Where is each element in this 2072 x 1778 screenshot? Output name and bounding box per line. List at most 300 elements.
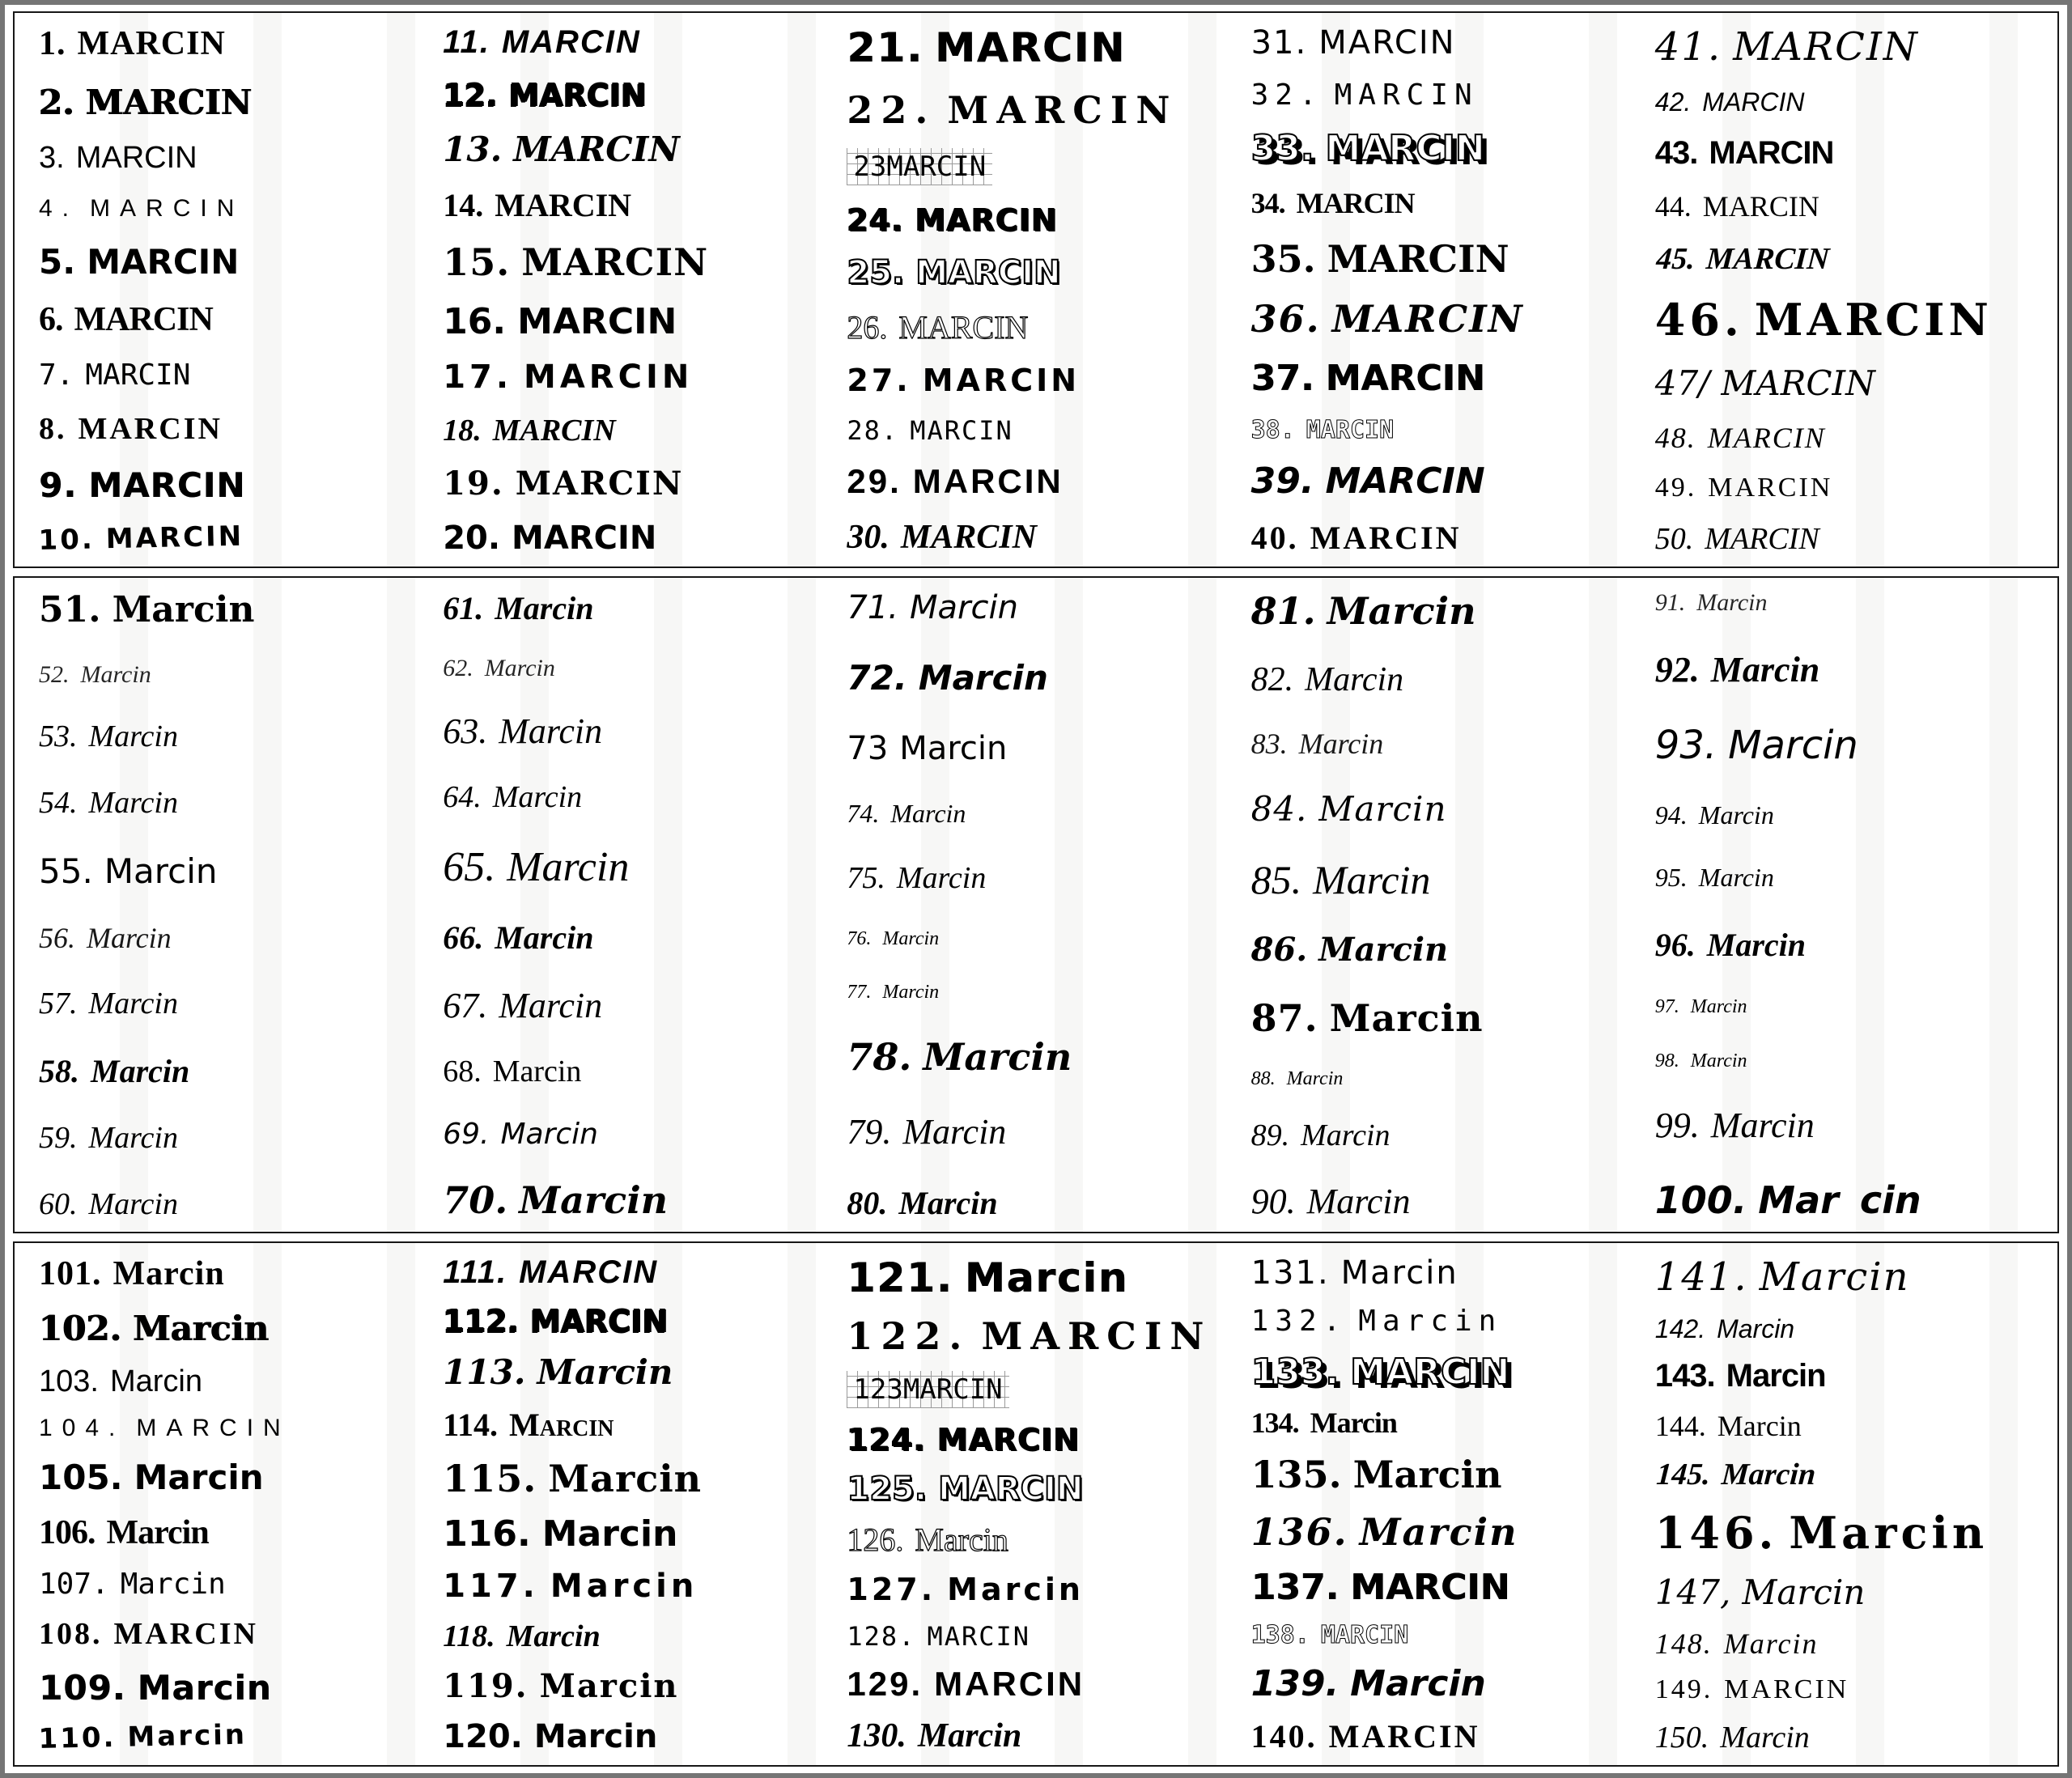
sample-number: 139. xyxy=(1250,1662,1340,1704)
font-column xyxy=(443,24,840,557)
font-sample xyxy=(847,658,1047,698)
sample-text: Marcin xyxy=(1313,856,1431,902)
font-sample xyxy=(847,518,1037,557)
sample-number: 26. xyxy=(847,308,888,346)
sample-number: 74. xyxy=(847,798,880,828)
font-sample xyxy=(847,1422,1080,1458)
sample-text: Marcin xyxy=(918,658,1048,698)
sample-number: 129. xyxy=(847,1664,923,1703)
font-sample xyxy=(1251,297,1524,341)
font-sample xyxy=(847,1521,1008,1559)
font-sample xyxy=(847,1314,1212,1358)
font-sample xyxy=(443,465,683,503)
panel-samples-51-100 xyxy=(13,576,2059,1233)
font-sample xyxy=(443,359,693,396)
sample-number: 123 xyxy=(853,1373,903,1407)
sample-number: 48. xyxy=(1654,422,1696,455)
sample-number: 17. xyxy=(443,359,513,397)
font-sample xyxy=(1655,521,1819,557)
sample-text: Marcin xyxy=(1286,1067,1344,1089)
sample-text: MARCIN xyxy=(1334,78,1479,112)
sample-text: Marcin xyxy=(902,1111,1007,1152)
sample-number: 32. xyxy=(1250,78,1323,112)
font-sample xyxy=(1251,1510,1518,1554)
sample-number: 98. xyxy=(1654,1050,1679,1071)
font-sample xyxy=(1655,1457,1817,1492)
font-column xyxy=(39,24,436,557)
sample-number: 141. xyxy=(1654,1254,1748,1300)
sample-text: Marcin xyxy=(88,719,178,754)
font-sample xyxy=(443,1352,673,1392)
font-sample xyxy=(1251,660,1404,699)
font-sample xyxy=(443,711,602,752)
sample-text: MARCIN xyxy=(1327,236,1509,281)
sample-text: MARCIN xyxy=(1331,297,1524,342)
font-sample xyxy=(1655,294,1993,346)
font-sample xyxy=(1251,1068,1344,1090)
sample-text: MARCIN xyxy=(87,241,240,282)
sample-text: Marcin xyxy=(1789,1506,1989,1559)
font-sample xyxy=(1251,460,1485,502)
sample-number: 29. xyxy=(847,462,902,501)
sample-text: Marcin xyxy=(1359,1509,1518,1554)
sample-text: MARCIN xyxy=(1320,1621,1409,1650)
sample-number: 52. xyxy=(39,660,70,688)
font-sample xyxy=(443,843,629,891)
sample-number: 73 xyxy=(847,729,889,767)
sample-text: Marcin xyxy=(882,927,940,949)
sample-text: Marcin xyxy=(947,1572,1084,1608)
sample-text: Marcin xyxy=(1717,1313,1795,1343)
font-sample xyxy=(1655,1507,1988,1559)
sample-text: Marcin xyxy=(519,1178,669,1222)
font-sample xyxy=(847,799,966,829)
sample-number: 118. xyxy=(443,1619,495,1653)
font-sample xyxy=(443,1568,698,1605)
sample-text: Marcin xyxy=(104,851,218,891)
sample-text: MARCIN xyxy=(934,1664,1085,1703)
sample-text: MARCIN xyxy=(947,87,1178,132)
font-sample xyxy=(39,661,151,689)
sample-number: 149. xyxy=(1654,1674,1713,1705)
font-sample xyxy=(1655,363,1875,403)
sample-text: MARCIN xyxy=(1296,186,1415,219)
sample-number: 54. xyxy=(39,785,78,820)
font-sample xyxy=(39,986,178,1021)
sample-number: 42. xyxy=(1654,87,1692,117)
sample-text: Marcin xyxy=(1717,1409,1802,1442)
sample-number: 7. xyxy=(39,358,74,392)
font-sample xyxy=(39,195,244,223)
sample-text: Marcin xyxy=(1698,800,1774,830)
font-sample xyxy=(39,1616,258,1652)
sample-text: Marcin xyxy=(882,981,940,1003)
sample-text: Marcin xyxy=(88,785,178,820)
sample-number: 134. xyxy=(1250,1406,1299,1439)
sample-number: 84. xyxy=(1250,788,1308,829)
font-sample xyxy=(1251,1453,1502,1496)
sample-text: Marcin xyxy=(1723,1627,1819,1660)
sample-text: Marcin xyxy=(890,798,966,828)
sample-number: 67. xyxy=(443,985,488,1025)
sample-text: Marcin xyxy=(113,1255,225,1292)
sample-text: Marcin xyxy=(539,1666,679,1705)
sample-text: Marcin xyxy=(112,589,255,630)
font-column xyxy=(39,1254,436,1755)
font-sample xyxy=(443,1178,668,1222)
font-sample xyxy=(847,202,1058,238)
sample-number: 105. xyxy=(39,1458,123,1498)
sample-number: 61. xyxy=(443,590,484,626)
font-sample xyxy=(38,1719,247,1755)
font-sample xyxy=(1251,1181,1411,1222)
sample-text: MARCIN xyxy=(937,1421,1081,1458)
font-sample xyxy=(1655,1720,1810,1755)
font-sample xyxy=(847,1716,1021,1755)
sample-number: 77. xyxy=(847,981,872,1003)
sample-text: MARCIN xyxy=(529,1304,669,1340)
sample-text: MARCIN xyxy=(517,300,677,342)
sample-text: Marcin xyxy=(88,986,178,1021)
sample-text: Marcin xyxy=(1327,589,1476,633)
font-sample xyxy=(39,785,178,821)
sample-text: Marcin xyxy=(1329,996,1484,1041)
sample-text: MARCIN xyxy=(495,186,632,223)
sample-text: Marcin xyxy=(1698,863,1774,893)
sample-number: 113. xyxy=(443,1352,526,1393)
sample-number: 62. xyxy=(443,655,473,682)
font-sample xyxy=(1251,1305,1503,1338)
font-sample xyxy=(1251,519,1462,557)
sample-number: 143. xyxy=(1654,1358,1715,1394)
sample-text: MARCIN xyxy=(1310,519,1462,556)
font-sample xyxy=(443,129,680,169)
sample-text: MARCIN xyxy=(88,465,246,506)
font-sample xyxy=(443,520,656,557)
font-sample xyxy=(443,589,593,627)
sample-text: MARCIN xyxy=(85,358,191,392)
sample-text: MARCIN xyxy=(981,1314,1212,1359)
sample-number: 22. xyxy=(847,87,936,132)
sample-number: 50. xyxy=(1654,521,1694,556)
font-sample xyxy=(1655,800,1774,830)
sample-text: Marcin xyxy=(1305,661,1404,699)
font-sample xyxy=(847,1572,1084,1607)
font-sample xyxy=(847,982,939,1004)
sample-text: MARCIN xyxy=(915,202,1059,238)
sample-number: 25. xyxy=(847,254,905,292)
sample-text: Marcin xyxy=(1728,723,1858,769)
sample-number: 35. xyxy=(1250,236,1316,281)
sample-text: Marcin xyxy=(1759,1254,1910,1300)
sample-text: MARCIN xyxy=(1709,134,1834,171)
font-sample xyxy=(1655,863,1774,893)
font-sample xyxy=(1655,87,1805,117)
font-sample xyxy=(443,24,641,61)
sample-number: 16. xyxy=(443,300,507,342)
font-sample xyxy=(1251,931,1449,969)
sample-text: MARCIN xyxy=(900,518,1037,556)
font-sample xyxy=(443,1513,677,1555)
sample-number: 121. xyxy=(847,1254,953,1301)
sample-number: 89. xyxy=(1250,1118,1290,1152)
sample-number: 21. xyxy=(847,24,923,71)
sample-number: 70. xyxy=(443,1178,508,1222)
sample-text: Marcin xyxy=(484,655,555,682)
font-sample xyxy=(39,1254,225,1293)
sample-text: Marcin xyxy=(917,1716,1022,1755)
sample-text: MARCIN xyxy=(1705,521,1819,556)
sample-number: 23 xyxy=(853,151,887,184)
sample-number: 127. xyxy=(847,1572,936,1608)
sample-text: Marcin xyxy=(80,660,151,688)
font-sample xyxy=(847,1111,1006,1152)
font-sample xyxy=(1251,1254,1458,1292)
font-sample xyxy=(443,1304,668,1339)
sample-text: MARCIN xyxy=(1705,241,1831,276)
sample-text: Marcin xyxy=(1720,1458,1817,1492)
sample-number: 79. xyxy=(847,1111,892,1152)
sample-number: 5. xyxy=(39,241,76,282)
sample-number: 137. xyxy=(1250,1566,1340,1608)
sample-number: 47/ xyxy=(1654,363,1710,404)
font-sample xyxy=(443,1718,657,1755)
font-sample xyxy=(1251,1567,1510,1608)
sample-number: 71. xyxy=(847,589,899,626)
sample-text: MARCIN xyxy=(90,194,244,222)
sample-text: MARCIN xyxy=(1328,1717,1480,1755)
font-sample xyxy=(39,1052,189,1090)
sample-text: Marcin xyxy=(915,1521,1008,1559)
sample-number: 51. xyxy=(39,589,101,630)
font-column xyxy=(39,589,436,1222)
sample-text: Marcin xyxy=(1690,995,1747,1017)
sample-number: 119. xyxy=(443,1666,529,1705)
sample-number: 88. xyxy=(1250,1067,1276,1089)
font-sample xyxy=(1655,1178,1921,1222)
sample-number: 109. xyxy=(39,1667,126,1708)
font-sample xyxy=(39,1186,178,1222)
sample-text: MARCIN xyxy=(1350,1566,1510,1608)
font-sample xyxy=(847,88,1178,132)
sample-text: MARCIN xyxy=(136,1414,291,1441)
sample-text: Marcin xyxy=(1726,1358,1826,1394)
font-sample xyxy=(39,300,213,339)
font-sample xyxy=(1251,996,1484,1040)
font-sample xyxy=(1251,79,1479,112)
sample-text: Marcin xyxy=(533,1717,658,1755)
sample-number: 136. xyxy=(1250,1509,1348,1554)
sample-number: 146. xyxy=(1654,1506,1778,1559)
sample-number: 145. xyxy=(1654,1458,1712,1492)
sample-number: 46. xyxy=(1654,294,1743,346)
font-sample xyxy=(39,465,245,505)
font-sample xyxy=(1251,727,1384,761)
sample-text: MARCIN xyxy=(1754,294,1993,346)
font-sample xyxy=(1655,24,1919,70)
sample-number: 68. xyxy=(443,1054,482,1089)
sample-number: 150. xyxy=(1654,1720,1709,1755)
font-sample xyxy=(39,589,254,630)
sample-text: MARCIN xyxy=(77,25,226,62)
sample-number: 122. xyxy=(847,1314,970,1359)
font-sample xyxy=(39,24,226,63)
sample-text: Marcin xyxy=(500,1117,598,1151)
sample-number: 92. xyxy=(1654,650,1700,690)
sample-number: 14. xyxy=(443,186,484,223)
panel-samples-101-150 xyxy=(13,1241,2059,1767)
sample-number: 72. xyxy=(847,658,907,698)
font-sample xyxy=(847,1184,997,1222)
sample-number: 125. xyxy=(847,1470,928,1508)
font-sample xyxy=(1655,996,1747,1018)
sample-number: 107. xyxy=(39,1567,109,1601)
font-sample xyxy=(1655,189,1819,223)
sample-number: 102. xyxy=(39,1309,122,1349)
font-column xyxy=(847,589,1244,1222)
sample-number: 24. xyxy=(847,202,904,238)
sample-number: 57. xyxy=(39,986,78,1021)
sample-text: Marcin xyxy=(896,861,987,896)
font-sample xyxy=(443,1667,678,1705)
font-sample xyxy=(1655,926,1806,964)
sample-number: 130. xyxy=(847,1716,906,1755)
sample-number: 95. xyxy=(1654,863,1688,893)
font-sample xyxy=(847,24,1126,71)
panel-columns xyxy=(15,13,2057,566)
font-sample xyxy=(39,921,172,955)
font-sample xyxy=(847,363,1080,398)
sample-number: 75. xyxy=(847,861,885,896)
font-sample xyxy=(443,240,708,284)
font-sample xyxy=(847,860,986,896)
sample-number: 2. xyxy=(39,82,74,122)
sample-text: Marcin xyxy=(1310,1406,1397,1439)
sample-text: Marcin xyxy=(923,1035,1072,1080)
font-sample xyxy=(847,1470,1083,1508)
sample-number: 36. xyxy=(1250,297,1321,342)
font-sample xyxy=(39,719,178,754)
sample-text: MARCIN xyxy=(1318,24,1456,62)
font-sample xyxy=(1251,1118,1391,1153)
font-column xyxy=(1655,589,2053,1222)
sample-number: 59. xyxy=(39,1121,78,1156)
sample-number: 41. xyxy=(1654,24,1722,70)
sample-text: Marcin xyxy=(1720,1720,1810,1755)
sample-text: MARCIN xyxy=(113,1617,258,1652)
sample-text: Marcin xyxy=(1298,728,1384,761)
sample-number: 104. xyxy=(39,1414,125,1441)
sample-number: 93. xyxy=(1654,723,1717,769)
font-sample xyxy=(1251,128,1485,169)
font-sample xyxy=(847,462,1063,501)
sample-text: Marcin xyxy=(506,1619,601,1653)
sample-number: 131. xyxy=(1250,1254,1330,1292)
sample-number: 87. xyxy=(1250,996,1318,1041)
sample-number: 81. xyxy=(1250,589,1316,633)
sample-number: 120. xyxy=(443,1717,523,1755)
sample-text: Marcin xyxy=(1318,931,1449,970)
font-sample xyxy=(1655,723,1858,768)
sample-number: 33. xyxy=(1250,128,1314,170)
sample-number: 124. xyxy=(847,1421,927,1458)
sample-number: 78. xyxy=(847,1035,912,1080)
font-column xyxy=(1251,24,1649,557)
font-sample xyxy=(1251,416,1395,444)
font-sample xyxy=(1251,1406,1397,1440)
sample-text: MARCIN xyxy=(78,411,223,446)
sample-number: 147, xyxy=(1654,1572,1731,1613)
sample-text: Marcin xyxy=(910,589,1018,626)
font-sample xyxy=(443,1254,658,1291)
sample-text: Marcin xyxy=(495,590,594,626)
font-sample xyxy=(39,83,252,122)
sample-number: 126. xyxy=(847,1521,904,1559)
sample-number: 3. xyxy=(39,141,65,176)
sample-text: Marcin xyxy=(134,1458,264,1498)
font-sample xyxy=(847,928,939,950)
sample-text: MARCIN xyxy=(1702,189,1819,223)
sample-text: MARCIN xyxy=(1350,1351,1510,1393)
sample-text: MARCIN xyxy=(75,141,197,176)
font-sample xyxy=(443,1054,581,1089)
font-sample xyxy=(1655,1050,1747,1072)
sample-number: 144. xyxy=(1654,1409,1706,1442)
sample-text: MARCIN xyxy=(938,1470,1084,1508)
font-sample xyxy=(1251,789,1447,829)
sample-text: MARCIN xyxy=(1733,24,1919,70)
font-sample xyxy=(847,1371,1008,1408)
font-sample xyxy=(1655,1254,1910,1300)
sample-text: MARCIN xyxy=(934,24,1127,71)
font-sample xyxy=(847,254,1060,291)
sample-number: 44. xyxy=(1654,189,1692,223)
sample-text: Marcin xyxy=(1301,1118,1391,1152)
font-sample xyxy=(1655,649,1819,690)
sample-number: 138. xyxy=(1250,1621,1310,1650)
font-column xyxy=(443,589,840,1222)
sample-text: Marcin xyxy=(88,1121,178,1156)
sample-text: MARCIN xyxy=(910,414,1013,446)
panel-columns xyxy=(15,578,2057,1232)
sample-text: MARCIN xyxy=(922,363,1081,399)
sample-number: 100. xyxy=(1654,1178,1747,1222)
sample-number: 40. xyxy=(1250,519,1299,556)
font-sample xyxy=(1251,237,1509,281)
sample-number: 9. xyxy=(39,465,78,506)
font-sample xyxy=(1655,589,1768,617)
sample-number: 38. xyxy=(1250,415,1295,444)
sample-number: 55. xyxy=(39,851,93,891)
sample-number: 86. xyxy=(1250,931,1308,970)
font-sample xyxy=(443,1457,702,1500)
font-sample xyxy=(39,851,218,891)
sample-number: 140. xyxy=(1250,1717,1318,1755)
sample-text: MARCIN xyxy=(898,308,1029,346)
font-sample xyxy=(1251,589,1476,633)
sample-text: MARCIN xyxy=(74,301,213,339)
sample-text: MARCIN xyxy=(508,77,647,113)
font-sample xyxy=(1655,473,1833,503)
sample-text: Marcin xyxy=(492,780,583,815)
sample-number: 63. xyxy=(443,711,488,751)
sample-text: Marcin xyxy=(899,729,1008,767)
sample-number: 31. xyxy=(1250,24,1308,62)
sample-number: 115. xyxy=(443,1456,537,1500)
font-column xyxy=(1655,24,2053,557)
font-sample xyxy=(39,411,223,447)
font-sample xyxy=(1655,421,1826,455)
